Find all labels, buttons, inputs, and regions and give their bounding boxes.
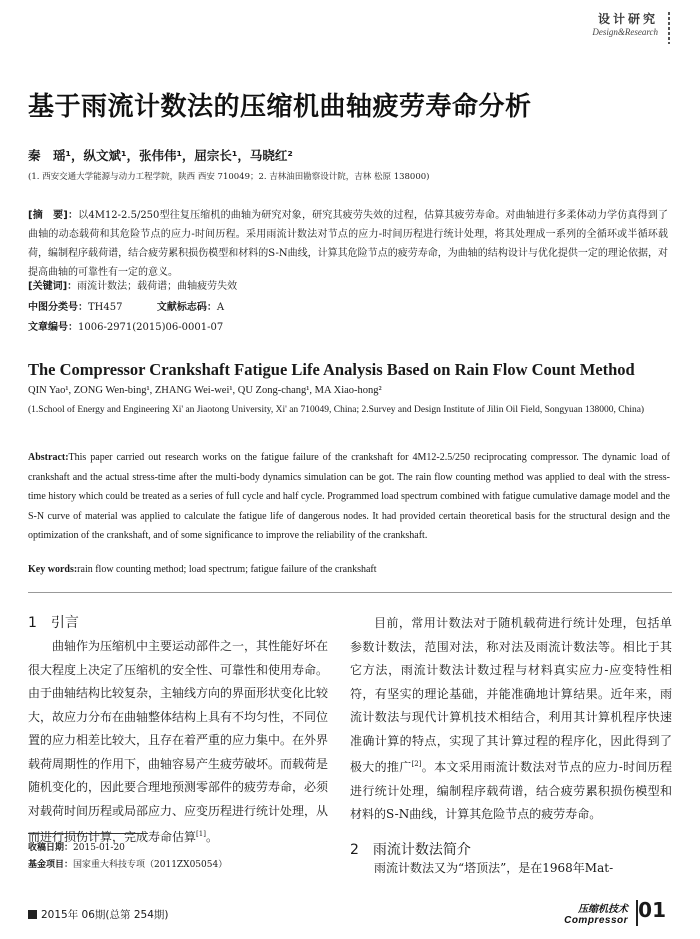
abstract-zh-label: [摘 要]： — [28, 210, 79, 221]
section-1-heading: 1 引言 — [28, 615, 79, 631]
fund-text: 国家重大科技专项（2011ZX05054） — [73, 860, 228, 870]
fund-label: 基金项目： — [28, 860, 74, 870]
header-divider — [668, 12, 670, 44]
article-number-zh — [28, 318, 223, 333]
page-number: 01 — [638, 898, 666, 922]
received-label: 收稿日期： — [28, 843, 74, 853]
class-label: 中图分类号： — [28, 302, 88, 313]
received-date: 2015-01-20 — [73, 843, 125, 853]
section-1-paragraph: 曲轴作为压缩机中主要运动部件之一，其性能好坏在很大程度上决定了压缩机的安全性、可靠性和使用寿命。由于曲轴结构比较复杂，主轴线方向的界面形状变化比较大，故应力分布在曲轴整体结构上具有不均匀性，不同位置的应力相差比较大，且存在着严重的应力集中。在外界载荷周期性的作用下，曲轴容易产生疲劳破坏。而载荷是随机变化的，因此要合理地预测零部件的疲劳寿命，必须对载荷时间历程或局部应力、应变历程进行统计处理，从而进行损伤计算，完成寿命估算[1]。 — [28, 639, 329, 844]
doc-code-value: A — [216, 302, 225, 313]
abstract-en-label: Abstract: — [28, 452, 69, 463]
section-tag-en: Design&Research — [592, 27, 658, 37]
column-right — [350, 612, 672, 827]
affiliation-en: (1.School of Energy and Engineering Xi' an Jiaotong University, Xi' an 710049, China; 2.Survey and Design Institute of Jilin Oil Field, Songyuan 138000, China) — [28, 405, 645, 415]
section-divider — [28, 592, 672, 593]
article-label: 文章编号： — [28, 322, 78, 333]
authors-en: QIN Yao¹, ZONG Wen-bing¹, ZHANG Wei-wei¹, QU Zong-chang¹, MA Xiao-hong² — [28, 385, 382, 396]
affiliation-zh: (1. 西安交通大学能源与动力工程学院，陕西 西安 710049；2. 吉林油田勘察设计院，吉林 松原 138000) — [28, 172, 430, 182]
keywords-en-text: rain flow counting method; load spectrum; fatigue failure of the crankshaft — [77, 564, 377, 575]
logo-zh: 压缩机技术 — [578, 904, 628, 915]
section-2-text: 雨流计数法又为“塔顶法”，是在1968年Mat- — [374, 861, 614, 875]
abstract-zh — [28, 206, 668, 282]
section-1-text-2b: 。本文采用雨流计数法对节点的应力-时间历程进行统计处理，编制程序载荷谱，结合疲劳累积损伤模型和材料的S-N曲线，计算其危险节点的疲劳寿命。 — [350, 760, 672, 821]
footnote-received — [28, 840, 125, 853]
section-1-text-2a: 目前，常用计数法对于随机载荷进行统计处理，包括单参数计数法，范围对法，称对法及雨流计数法等。相比于其它方法，雨流计数法计数过程与材料真实应力-应变特性相符，有坚实的理论基础，并能准确地计算结果。近年来，雨流计数法与现代计算机技术相结合，利用其计算机程序快速准确计算的特点，实现了其计算过程的程序化，因此得到了极大的推广 — [350, 616, 672, 774]
section-tag-zh: 设计研究 — [597, 12, 658, 26]
section-2-heading: 2 雨流计数法简介 — [350, 842, 471, 858]
citation-1: [1] — [196, 830, 206, 838]
footnote-fund — [28, 857, 227, 870]
keywords-zh-text: 雨流计数法；载荷谱；曲轴疲劳失效 — [77, 281, 238, 292]
classification-zh — [28, 298, 224, 313]
section-1-text: 曲轴作为压缩机中主要运动部件之一，其性能好坏在很大程度上决定了压缩机的安全性、可靠性和使用寿命。由于曲轴结构比较复杂，主轴线方向的界面形状变化比较大，故应力分布在曲轴整体结构上具有不均匀性，不同位置的应力相差比较大，且存在着严重的应力集中。在外界载荷周期性的作用下，曲轴容易产生疲劳破坏。而载荷是随机变化的，因此要合理地预测零部件的疲劳寿命，必须对载荷时间历程或局部应力、应变历程进行统计处理，从而进行损伤计算，完成寿命估算 — [28, 639, 329, 844]
keywords-en-label: Key words: — [28, 564, 78, 575]
class-value: TH457 — [88, 302, 123, 313]
doc-code-label: 文献标志码： — [156, 302, 217, 313]
square-bullet-icon — [28, 910, 37, 919]
issue-footer — [28, 907, 169, 922]
abstract-en-text: This paper carried out research works on the fatigue failure of the crankshaft for 4M12-2.5/250 reciprocating compressor. The dynamic load of crankshaft and the actual stress-time after the multi-body dynamics simulation can be got. The rain flow counting method was applied to deal with the stress-time history which could be treated as a series of full cycle and half cycle. Programmed load spectrum combined with fatigue cumulative damage model and the S-N curve of material was applied to calculate the fatigue life of dangerous nodes. It had provided certain theoretical basis for the structural design and the optimization of the crankshaft, and of some significance to improve the reliability of the crankshaft. — [28, 452, 670, 541]
keywords-zh-label: [关键词]： — [28, 281, 78, 292]
keywords-zh — [28, 277, 237, 292]
journal-logo — [564, 900, 628, 926]
journal-section-tag — [538, 10, 658, 37]
section-1-paragraph-2 — [350, 612, 672, 827]
abstract-zh-text: 以4M12-2.5/250型往复压缩机的曲轴为研究对象，研究其疲劳失效的过程，估算其疲劳寿命。对曲轴进行多柔体动力学仿真得到了曲轴的动态载荷和其危险节点的应力-时间历程。采用雨流计数法对节点的应力-时间历程进行统计处理，将其处理成一系列的全循环或半循环载荷，编制程序载荷谱，结合疲劳累积损伤模型和材料的S-N曲线，计算其危险节点的疲劳寿命，为曲轴的结构设计与优化提供一定的理论依据，对提高曲轴的可靠性有一定的意义。 — [28, 210, 668, 278]
column-left — [28, 612, 328, 850]
logo-en: Compressor — [564, 915, 628, 926]
abstract-en — [28, 448, 670, 546]
title-en: The Compressor Crankshaft Fatigue Life Analysis Based on Rain Flow Count Method — [28, 360, 635, 379]
page-title: 基于雨流计数法的压缩机曲轴疲劳寿命分析 — [28, 92, 532, 122]
authors-zh: 秦 瑶¹，纵文斌¹，张伟伟¹，屈宗长¹，马晓红² — [28, 148, 293, 163]
issue-info: 2015年 06期(总第 254期) — [41, 909, 169, 921]
footnote-rule — [28, 833, 148, 834]
article-value: 1006-2971(2015)06-0001-07 — [78, 322, 224, 333]
citation-2: [2] — [411, 760, 422, 768]
keywords-en — [28, 564, 377, 575]
